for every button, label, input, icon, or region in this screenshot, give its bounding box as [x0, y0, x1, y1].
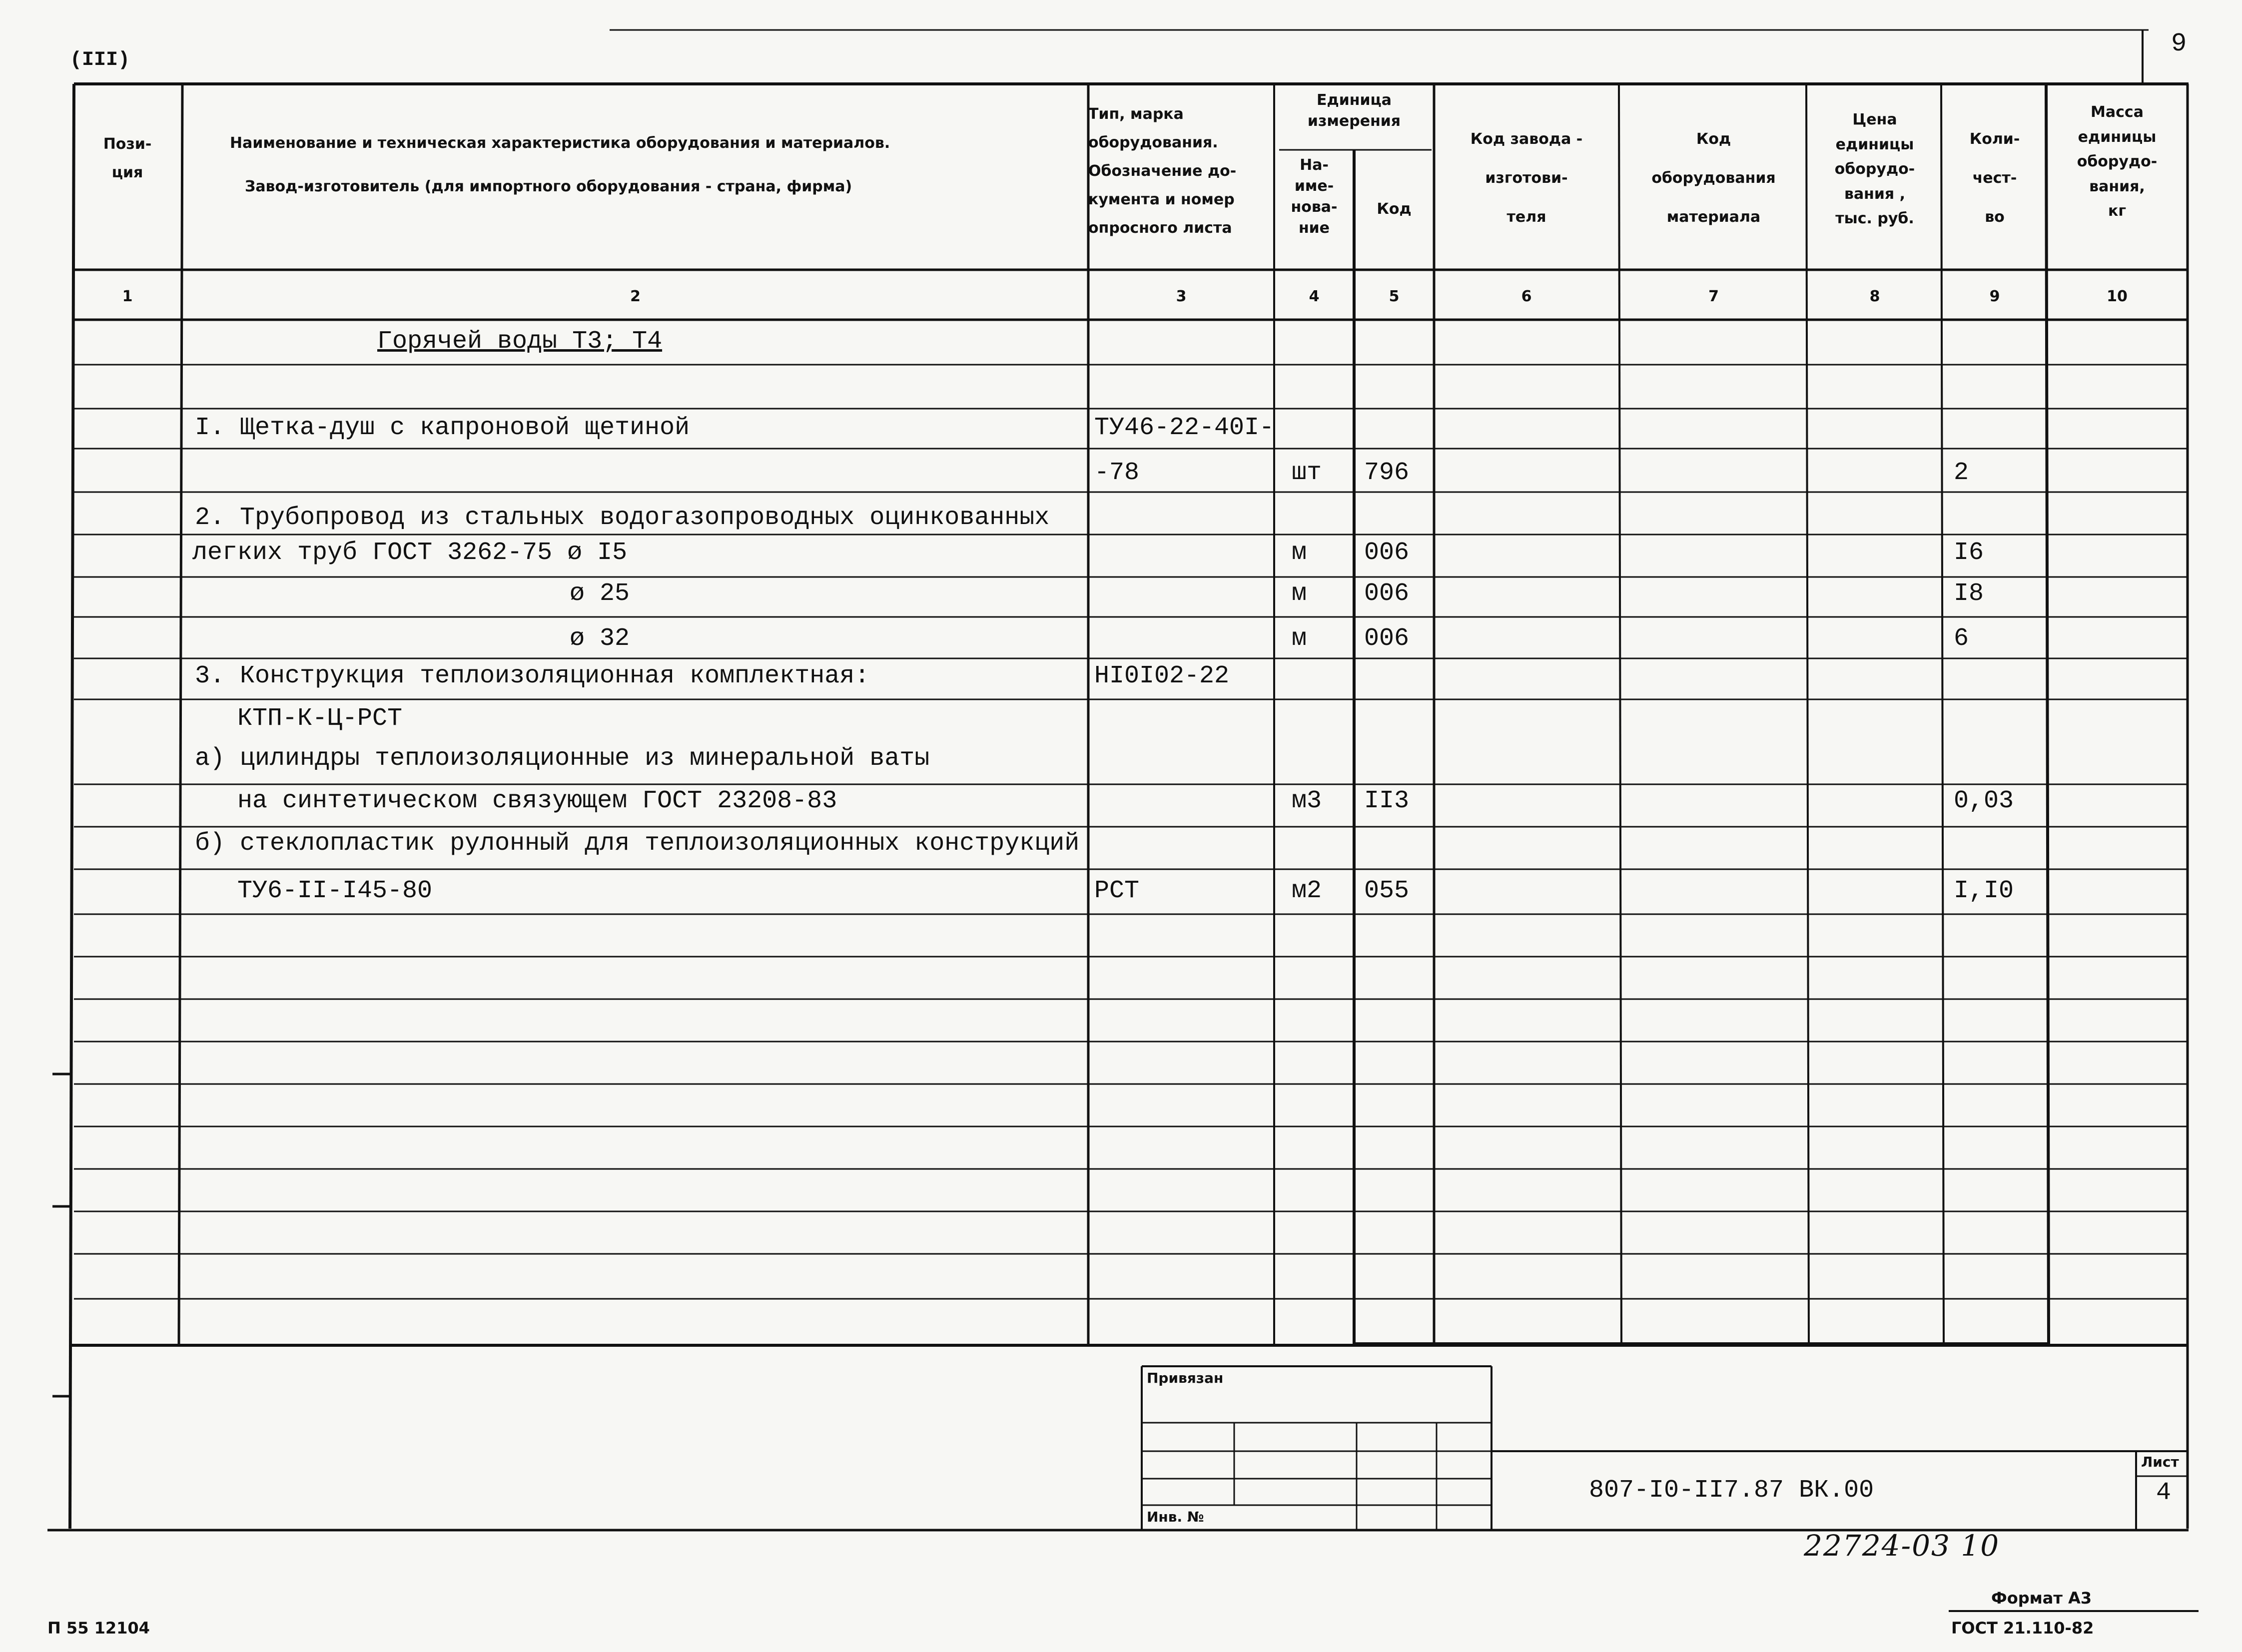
- row-name: б) стеклопластик рулонный для теплоизоляционных конструкций: [195, 829, 1080, 858]
- document-designation: 807-I0-II7.87 ВК.00: [1589, 1476, 1874, 1505]
- header-quantity: Коли- чест- во: [1969, 130, 2020, 226]
- header-unit-group: Единица измерения: [1307, 91, 1401, 130]
- row-code: 055: [1364, 877, 1410, 905]
- stamp-inv-no: Инв. №: [1147, 1509, 1204, 1525]
- row-quantity: I,I0: [1954, 877, 2014, 905]
- column-number: 3: [1176, 288, 1187, 305]
- header-unit-code: Код: [1377, 200, 1412, 218]
- row-type: HI0I02-22: [1094, 662, 1230, 690]
- header-factory-code: Код завода - изготови- теля: [1470, 130, 1583, 226]
- row-unit: м: [1292, 539, 1307, 567]
- row-quantity: 2: [1954, 459, 1969, 487]
- row-name: на синтетическом связующем ГОСТ 23208-83: [237, 787, 837, 815]
- row-unit: м2: [1292, 877, 1322, 905]
- row-name: КТП-К-Ц-РСТ: [237, 704, 403, 733]
- header-name-line2: Завод-изготовитель (для импортного оборудования - страна, фирма): [245, 178, 852, 195]
- footer-format: Формат А3: [1991, 1589, 2092, 1608]
- row-quantity: 0,03: [1954, 787, 2014, 815]
- stamp-sheet-number: 4: [2156, 1479, 2172, 1507]
- row-code: 006: [1364, 579, 1410, 608]
- header-price: Цена единицы оборудо- вания , тыс. руб.: [1834, 111, 1915, 227]
- footer-gost: ГОСТ 21.110-82: [1951, 1619, 2094, 1638]
- header-type: Тип, марка оборудования. Обозначение до- кумента и номер опросного листа: [1088, 105, 1237, 237]
- column-number: 2: [630, 288, 641, 305]
- row-type: -78: [1094, 459, 1140, 487]
- row-name: 3. Конструкция теплоизоляционная комплектная:: [195, 662, 870, 690]
- row-quantity: I8: [1954, 579, 1984, 608]
- column-number: 4: [1309, 288, 1320, 305]
- row-name: легких труб ГОСТ 3262-75 ø I5: [192, 539, 628, 567]
- page-number-top: 9: [2171, 29, 2187, 58]
- column-number: 5: [1389, 288, 1400, 305]
- header-mass: Масса единицы оборудо- вания, кг: [2077, 103, 2158, 220]
- row-code: 006: [1364, 539, 1410, 567]
- row-type: РСТ: [1094, 877, 1140, 905]
- stamp-sheet-label: Лист: [2141, 1454, 2179, 1470]
- footer-left-code: П 55 12104: [47, 1619, 150, 1638]
- column-number: 9: [1989, 288, 2000, 305]
- row-code: 796: [1364, 459, 1410, 487]
- column-number: 7: [1708, 288, 1719, 305]
- sheet-corner-mark: (III): [70, 49, 130, 71]
- row-name: I. Щетка-душ с капроновой щетиной: [195, 414, 690, 442]
- column-number: 1: [122, 288, 133, 305]
- row-quantity: 6: [1954, 624, 1969, 653]
- row-quantity: I6: [1954, 539, 1984, 567]
- row-type: ТУ46-22-40I-: [1094, 414, 1275, 442]
- header-unit-name: На- име- нова- ние: [1291, 156, 1338, 237]
- header-name-line1: Наименование и техническая характеристика оборудования и материалов.: [230, 134, 890, 152]
- row-code: 006: [1364, 624, 1410, 653]
- row-name: ТУ6-II-I45-80: [237, 877, 433, 905]
- row-name: 2. Трубопровод из стальных водогазопроводных оцинкованных: [195, 504, 1050, 532]
- row-unit: шт: [1292, 459, 1322, 487]
- stamp-privyazan: Привязан: [1147, 1370, 1224, 1386]
- row-unit: м: [1292, 579, 1307, 608]
- row-name: ø 25: [570, 579, 630, 608]
- section-title: Горячей воды Т3; Т4: [377, 327, 663, 356]
- row-name: ø 32: [570, 624, 630, 653]
- column-number: 10: [2107, 288, 2128, 305]
- row-unit: м3: [1292, 787, 1322, 815]
- handwritten-number: 22724-03 10: [1804, 1529, 2000, 1563]
- column-number: 8: [1869, 288, 1880, 305]
- row-code: II3: [1364, 787, 1410, 815]
- row-unit: м: [1292, 624, 1307, 653]
- row-name: а) цилиндры теплоизоляционные из минеральной ваты: [195, 744, 930, 773]
- column-number: 6: [1521, 288, 1532, 305]
- header-position: Пози- ция: [103, 135, 152, 181]
- header-equipment-code: Код оборудования материала: [1651, 130, 1776, 226]
